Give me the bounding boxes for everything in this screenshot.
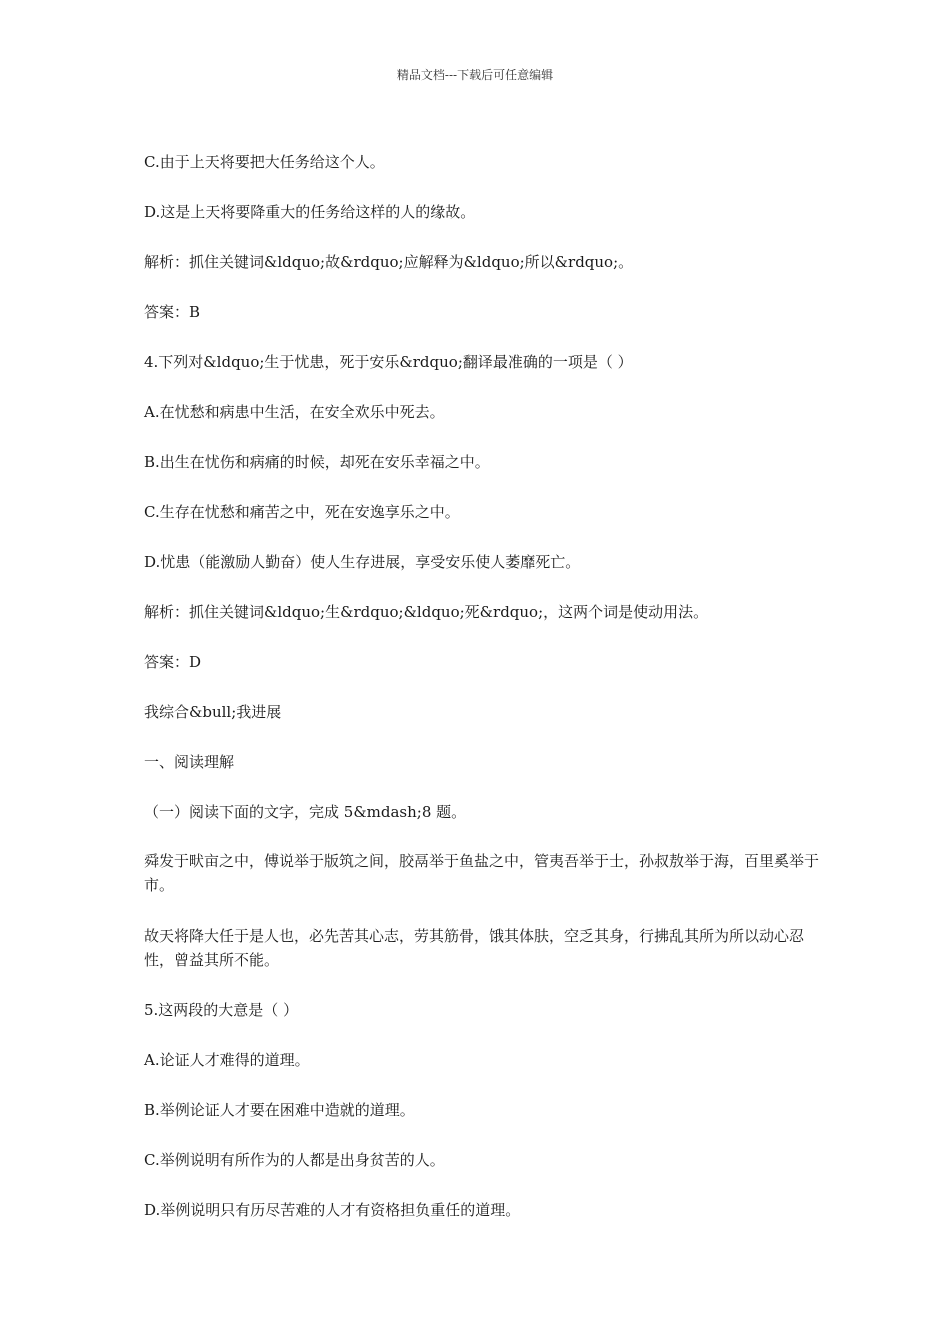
option-d-line: D.这是上天将要降重大的任务给这样的人的缘故。 — [144, 203, 476, 221]
option-d-line: D.忧患（能激励人勤奋）使人生存进展，享受安乐使人萎靡死亡。 — [144, 553, 581, 571]
question-4-line: 4.下列对&ldquo;生于忧患，死于安乐&rdquo;翻译最准确的一项是（ ） — [144, 353, 633, 371]
analysis-line: 解析：抓住关键词&ldquo;生&rdquo;&ldquo;死&rdquo;，这两个词是使动用法。 — [144, 603, 709, 621]
option-a-line: A.论证人才难得的道理。 — [144, 1051, 310, 1069]
passage-paragraph-2: 故天将降大任于是人也，必先苦其心志，劳其筋骨，饿其体肤，空乏其身，行拂乱其所为所以动心忍性，曾益其所不能。 — [144, 927, 805, 969]
option-c-line: C.举例说明有所作为的人都是出身贫苦的人。 — [144, 1151, 445, 1169]
section-heading: 一、阅读理解 — [144, 753, 235, 771]
option-b-line: B.出生在忧伤和病痛的时候，却死在安乐幸福之中。 — [144, 453, 490, 471]
question-5-line: 5.这两段的大意是（ ） — [144, 1001, 299, 1019]
section-title: 我综合&bull;我进展 — [144, 703, 282, 721]
option-d-line: D.举例说明只有历尽苦难的人才有资格担负重任的道理。 — [144, 1201, 521, 1219]
answer-line: 答案：B — [144, 303, 201, 321]
option-a-line: A.在忧愁和病患中生活，在安全欢乐中死去。 — [144, 403, 445, 421]
answer-line: 答案：D — [144, 653, 202, 671]
page-header: 精品文档---下载后可任意编辑 — [396, 68, 554, 82]
passage-paragraph-1: 舜发于畎亩之中，傅说举于版筑之间，胶鬲举于鱼盐之中，管夷吾举于士，孙叔敖举于海，百里奚举于市。 — [144, 852, 820, 894]
analysis-line: 解析：抓住关键词&ldquo;故&rdquo;应解释为&ldquo;所以&rdquo;。 — [144, 253, 634, 271]
option-c-line: C.由于上天将要把大任务给这个人。 — [144, 153, 385, 171]
reading-instruction: （一）阅读下面的文字，完成 5&mdash;8 题。 — [144, 803, 467, 821]
option-b-line: B.举例论证人才要在困难中造就的道理。 — [144, 1101, 415, 1119]
option-c-line: C.生存在忧愁和痛苦之中，死在安逸享乐之中。 — [144, 503, 460, 521]
